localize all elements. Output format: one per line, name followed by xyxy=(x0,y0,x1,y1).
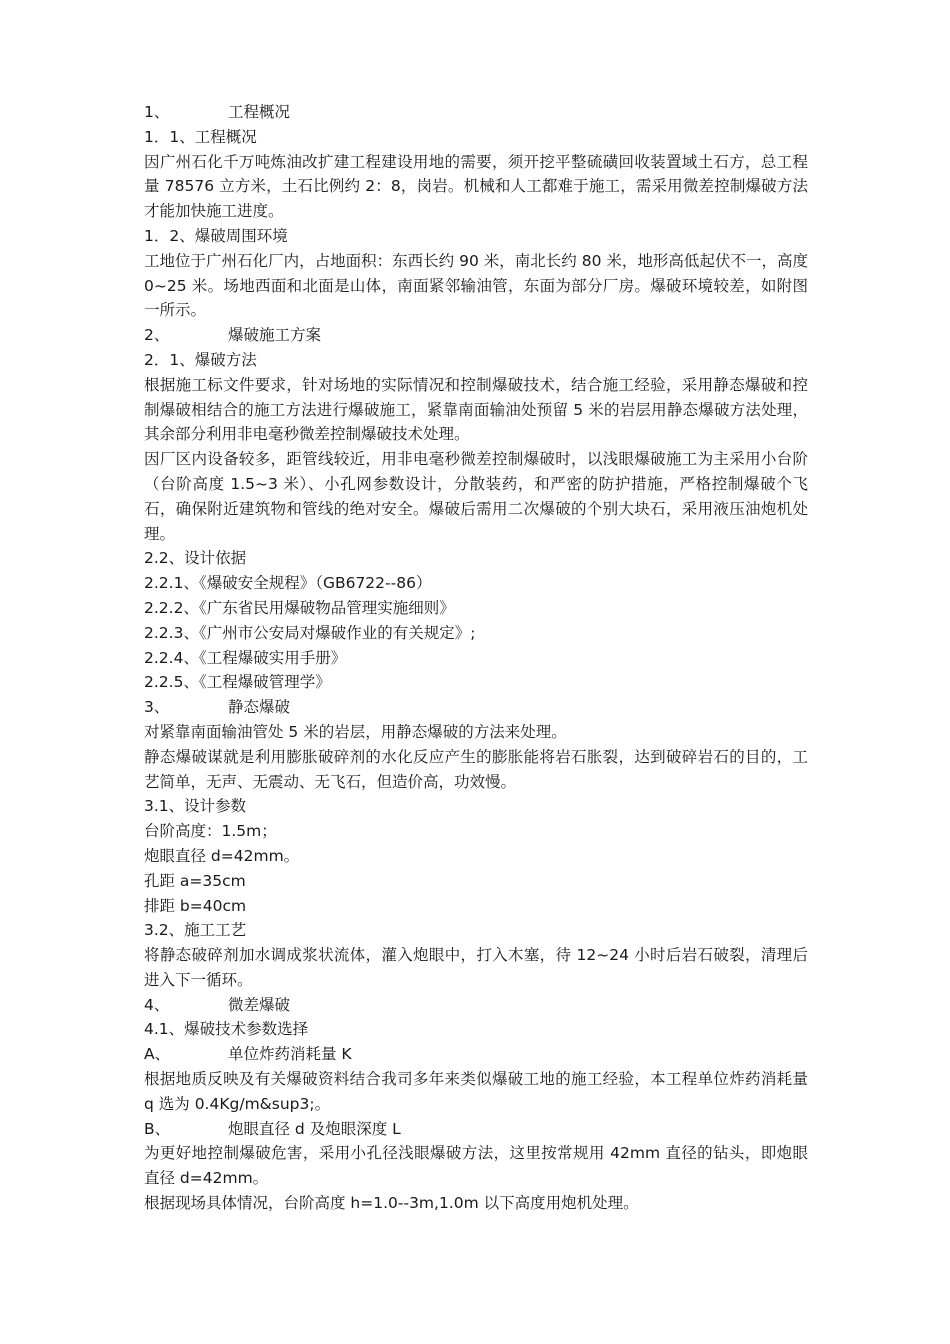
section-heading-2 xyxy=(144,323,808,348)
paragraph: 将静态破碎剂加水调成浆状流体，灌入炮眼中，打入木塞，待 12~24 小时后岩石破裂，清理后进入下一循环。 xyxy=(144,946,808,989)
subsection-heading: 2．1、爆破方法 xyxy=(144,350,257,369)
reference-item: 2.2.3、《广州市公安局对爆破作业的有关规定》; xyxy=(144,623,476,642)
paragraph: 为更好地控制爆破危害，采用小孔径浅眼爆破方法，这里按常规用 42mm 直径的钻头，即炮眼直径 d=42mm。 xyxy=(144,1144,808,1188)
item-heading-b xyxy=(144,1117,808,1142)
item-title: 单位炸药消耗量 K xyxy=(228,1045,352,1064)
document-body xyxy=(144,100,808,1216)
section-title: 工程概况 xyxy=(228,103,291,121)
parameter-item: 孔距 a=35cm xyxy=(144,871,246,890)
paragraph: 静态爆破谋就是利用膨胀破碎剂的水化反应产生的膨胀能将岩石胀裂，达到破碎岩石的目的，工艺简单，无声、无震动、无飞石，但造价高，功效慢。 xyxy=(144,747,808,791)
paragraph: 根据施工标文件要求，针对场地的实际情况和控制爆破技术，结合施工经验，采用静态爆破和控制爆破相结合的施工方法进行爆破施工，紧靠南面输油处预留 5 米的岩层用静态爆破方法处理，其余部分利用非电毫秒微差控制爆破技术处理。 xyxy=(144,375,808,444)
section-number: 3、 xyxy=(144,698,170,717)
item-letter: B、 xyxy=(144,1119,171,1138)
item-heading-a xyxy=(144,1042,808,1067)
subsection-heading: 2.2、设计依据 xyxy=(144,549,247,568)
section-number: 1、 xyxy=(144,103,170,121)
parameter-item: 排距 b=40cm xyxy=(144,896,247,915)
parameter-item: 台阶高度：1.5m； xyxy=(144,822,277,841)
subsection-heading: 3.1、设计参数 xyxy=(144,797,247,816)
subsection-heading: 1．1、工程概况 xyxy=(144,127,257,146)
paragraph: 因广州石化千万吨炼油改扩建工程建设用地的需要，须开挖平整硫磺回收装置域土石方，总工程量 78576 立方米，土石比例约 2：8，岗岩。机械和人工都难于施工，需采用微差控制爆破方法才能加快施工进度。 xyxy=(144,152,808,221)
section-heading-3 xyxy=(144,695,808,720)
section-heading-4 xyxy=(144,993,808,1018)
parameter-item: 炮眼直径 d=42mm。 xyxy=(144,846,300,865)
reference-item: 2.2.2、《广东省民用爆破物品管理实施细则》 xyxy=(144,598,455,617)
paragraph: 对紧靠南面输油管处 5 米的岩层，用静态爆破的方法来处理。 xyxy=(144,722,567,741)
section-title: 爆破施工方案 xyxy=(228,326,322,345)
subsection-heading: 3.2、施工工艺 xyxy=(144,921,247,940)
section-number: 2、 xyxy=(144,326,170,345)
section-number: 4、 xyxy=(144,995,170,1014)
paragraph: 因厂区内设备较多，距管线较近，用非电毫秒微差控制爆破时，以浅眼爆破施工为主采用小台阶（台阶高度 1.5~3 米）、小孔网参数设计，分散装药，和严密的防护措施，严格控制爆破个飞石，确保附近建筑物和管线的绝对安全。爆破后需用二次爆破的个别大块石，采用液压油炮机处理。 xyxy=(144,450,808,543)
paragraph: 根据现场具体情况，台阶高度 h=1.0--3m,1.0m 以下高度用炮机处理。 xyxy=(144,1194,639,1213)
section-heading-1 xyxy=(144,100,808,125)
reference-item: 2.2.1、《爆破安全规程》（GB6722--86） xyxy=(144,574,432,593)
reference-item: 2.2.5、《工程爆破管理学》 xyxy=(144,673,331,692)
item-title: 炮眼直径 d 及炮眼深度 L xyxy=(228,1119,401,1138)
subsection-heading: 4.1、爆破技术参数选择 xyxy=(144,1020,309,1039)
paragraph: 根据地质反映及有关爆破资料结合我司多年来类似爆破工地的施工经验，本工程单位炸药消耗量 q 选为 0.4Kg/m&sup3;。 xyxy=(144,1070,808,1113)
section-title: 微差爆破 xyxy=(228,995,291,1014)
section-title: 静态爆破 xyxy=(228,698,291,717)
item-letter: A、 xyxy=(144,1045,171,1064)
paragraph: 工地位于广州石化厂内，占地面积：东西长约 90 米，南北长约 80 米，地形高低起伏不一，高度 0~25 米。场地西面和北面是山体，南面紧邻输油管，东面为部分厂房。爆破环境较差，如附图一所示。 xyxy=(144,251,808,320)
reference-item: 2.2.4、《工程爆破实用手册》 xyxy=(144,648,347,667)
subsection-heading: 1．2、爆破周围环境 xyxy=(144,226,288,245)
